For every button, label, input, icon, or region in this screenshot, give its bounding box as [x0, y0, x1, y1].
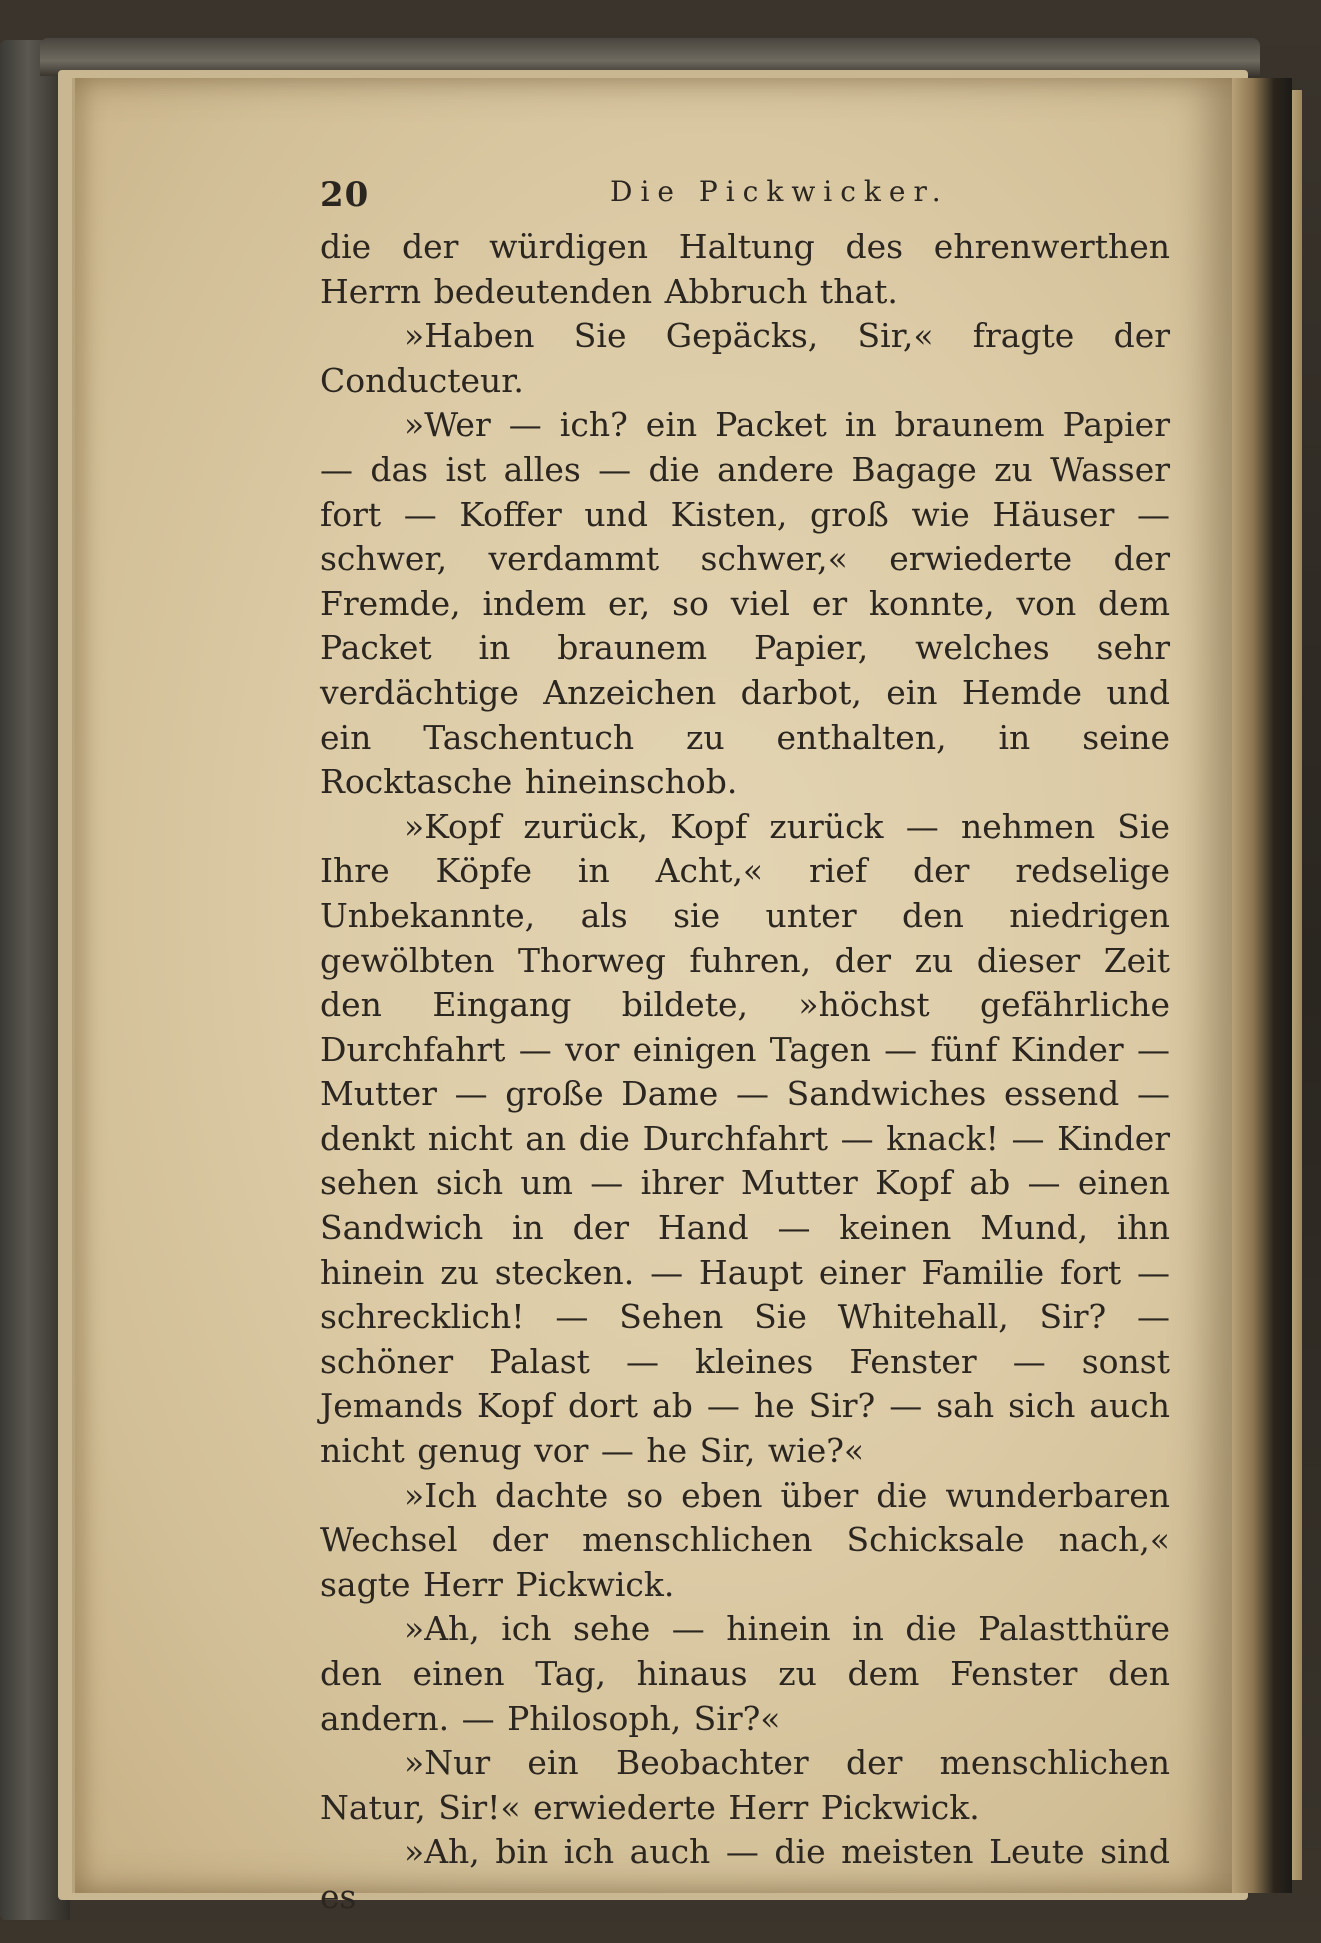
- paragraph: »Ich dachte so eben über die wunderbaren Wechsel der menschlichen Schicksale nach,« sagte Herr Pickwick.: [320, 1475, 1170, 1604]
- page-content: [320, 175, 1170, 1920]
- paragraph: »Wer — ich? ein Packet in braunem Papier — das ist alles — die andere Bagage zu Wasser fort — Koffer und Kisten, groß wie Häuser — schwer, verdammt schwer,« erwiederte der Fremde, indem er, so viel er konnte, von dem Packet in braunem Papier, welches sehr verdächtige Anzeichen darbot, ein Hemde und ein Taschentuch zu enthalten, in seine Rocktasche hineinschob.: [320, 405, 1170, 802]
- paragraph: »Nur ein Beobachter der menschlichen Natur, Sir!« erwiederte Herr Pickwick.: [320, 1743, 1170, 1827]
- paragraph: »Haben Sie Gepäcks, Sir,« fragte der Conducteur.: [320, 316, 1170, 400]
- paragraph: »Kopf zurück, Kopf zurück — nehmen Sie Ihre Köpfe in Acht,« rief der redselige Unbekannte, als sie unter den niedrigen gewölbten Thorweg fuhren, der zu dieser Zeit den Eingang bildete, »höchst gefährliche Durchfahrt — vor einigen Tagen — fünf Kinder — Mutter — große Dame — Sandwiches essend — denkt nicht an die Durchfahrt — knack! — Kinder sehen sich um — ihrer Mutter Kopf ab — einen Sandwich in der Hand — keinen Mund, ihn hinein zu stecken. — Haupt einer Familie fort — schrecklich! — Sehen Sie Whitehall, Sir? — schöner Palast — kleines Fenster — sonst Jemands Kopf dort ab — he Sir? — sah sich auch nicht genug vor — he Sir, wie?«: [320, 806, 1170, 1471]
- paragraph-last: »Ah, bin ich auch — die meisten Leute sind es: [320, 1832, 1170, 1916]
- paragraph-continued: die der würdigen Haltung des ehrenwerthen Herrn bedeutenden Abbruch that.: [320, 227, 1170, 311]
- paragraph: »Ah, ich sehe — hinein in die Palastthüre den einen Tag, hinaus zu dem Fenster den andern. — Philosoph, Sir?«: [320, 1609, 1170, 1738]
- running-head-title: Die Pickwicker.: [610, 175, 949, 208]
- running-head: [320, 175, 1170, 221]
- page-gutter: [1232, 78, 1292, 1893]
- page-number: 20: [320, 175, 370, 215]
